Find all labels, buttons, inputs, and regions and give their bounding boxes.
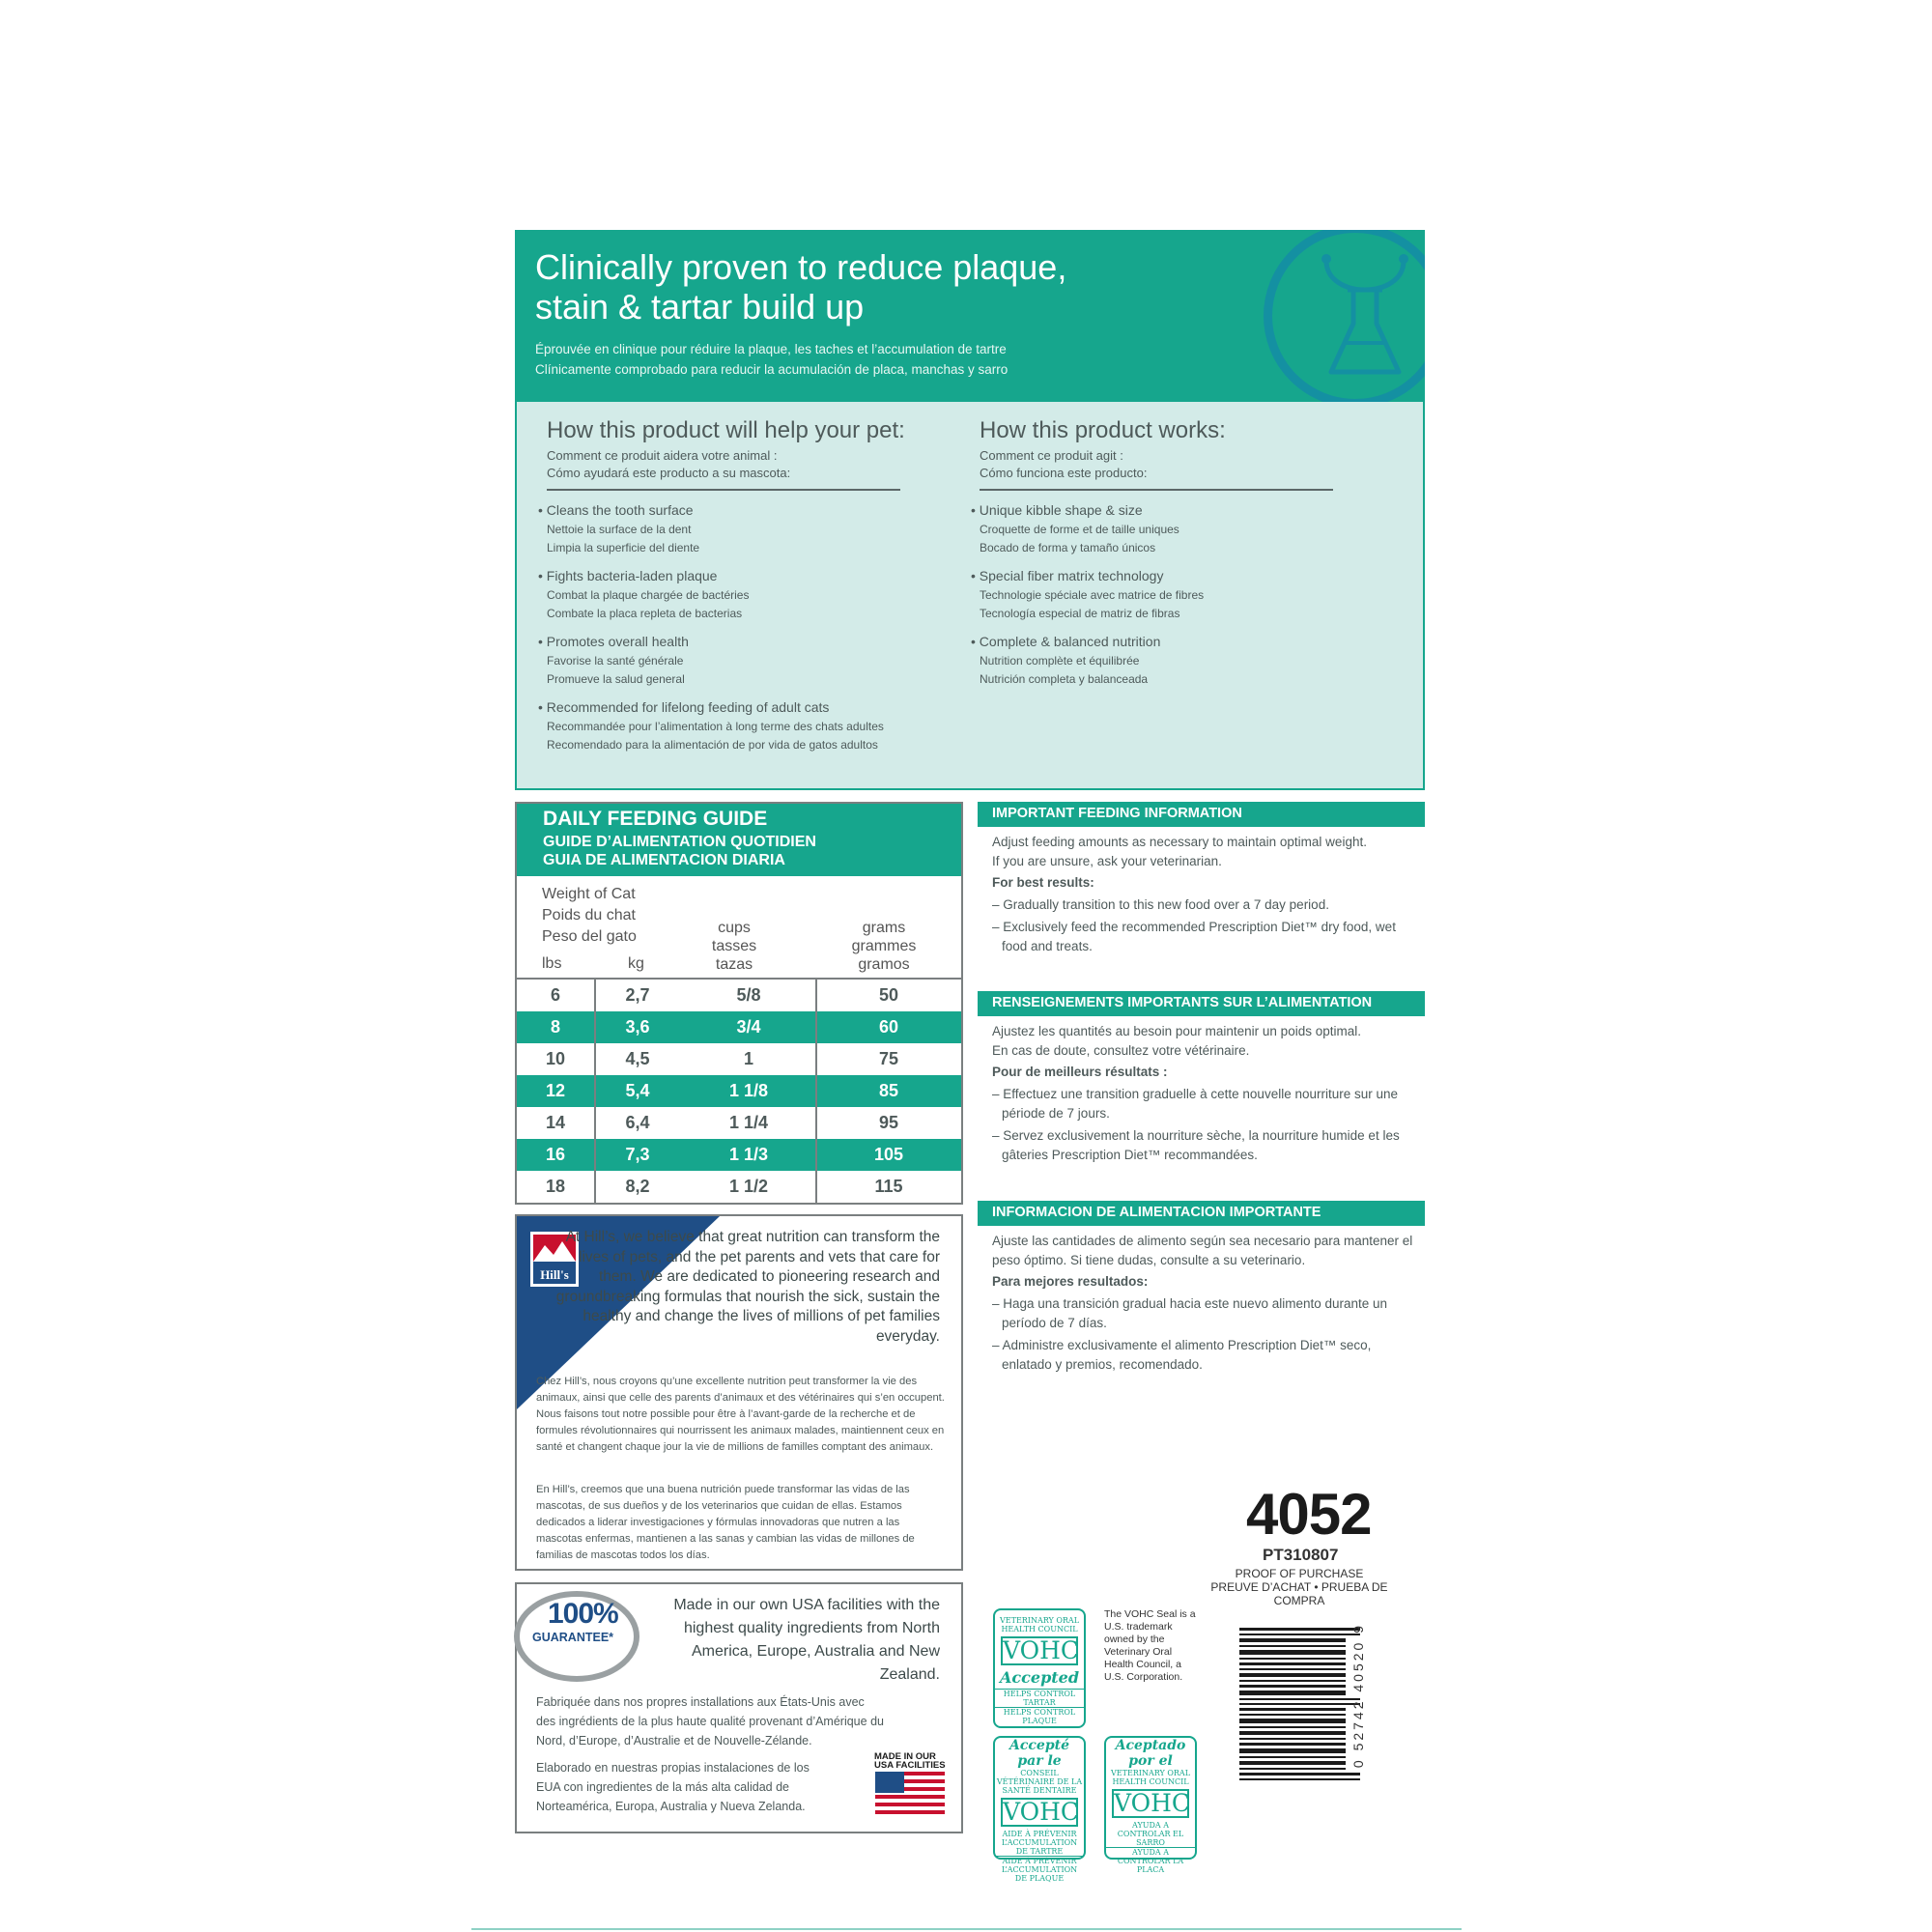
hills-intro-en: At Hill’s, we believe that great nutrition can transform the lives of pets, and the pet parents and vets that care for them. We are dedicated to pioneering research and groundbreaking formulas that nourish the sick, sustain the healthy and change the lives of millions of pet families everyday.	[555, 1229, 940, 1345]
table-row: 14 6,4 1 1/4 95	[545, 1113, 899, 1132]
table-divider	[594, 980, 596, 1203]
help-item-es: Recomendado para la alimentación de por vida de gatos adultos	[547, 738, 878, 752]
works-divider	[980, 489, 1333, 491]
help-divider	[547, 489, 900, 491]
works-item: • Complete & balanced nutrition	[971, 634, 1161, 649]
proof-of-purchase-other: PREUVE D’ACHAT • PRUEBA DE COMPRA	[1210, 1580, 1388, 1607]
help-item: • Cleans the tooth surface	[538, 502, 694, 518]
feeding-info-bar-fr: RENSEIGNEMENTS IMPORTANTS SUR L’ALIMENTATION	[978, 991, 1425, 1016]
table-divider	[815, 980, 817, 1203]
help-item-fr: Favorise la santé générale	[547, 654, 684, 668]
product-number: 4052	[1246, 1482, 1372, 1547]
proof-of-purchase-en: PROOF OF PURCHASE	[1235, 1567, 1364, 1580]
vohc-seal-fr: Accepté par le CONSEIL VÉTÉRINAIRE DE LA SANTÉ DENTAIRE VOHC AIDE À PRÉVENIR L’ACCUMULATION DE TARTRE AIDE À PRÉVENIR L’ACCUMULATION DE PLAQUE	[993, 1736, 1086, 1860]
feeding-info-es: Ajuste las cantidades de alimento según sea necesario para mantener el peso óptimo. Si tiene dudas, consulte a su veterinario. Para mejores resultados: – Haga una transición gradual hacia este nuevo alimento durante un período de 7 días. – Administre exclusivamente el alimento Prescription Diet™ seco, enlatado y premios, recomendado.	[992, 1234, 1413, 1372]
works-item-es: Nutrición completa y balanceada	[980, 672, 1149, 686]
feeding-guide-title-es: GUIA DE ALIMENTACION DIARIA	[543, 852, 785, 868]
works-item: • Unique kibble shape & size	[971, 502, 1143, 518]
feeding-info-fr: Ajustez les quantités au besoin pour maintenir un poids optimal. En cas de doute, consultez votre vétérinaire. Pour de meilleurs résultats : – Effectuez une transition graduelle à cette nouvelle nourriture sur une période de 7 jours. – Servez exclusivement la nourriture sèche, la nourriture humide et les gâteries Prescription Diet™ recommandées.	[992, 1024, 1400, 1162]
help-item: • Fights bacteria-laden plaque	[538, 568, 718, 583]
hills-intro-fr: Chez Hill’s, nous croyons qu’une excellente nutrition peut transformer la vie des animaux, ainsi que celle des parents d’animaux et des vétérinaires qui s’en occupent. Nous faisons tout notre possible pour être à l’avant-garde de la recherche et de formules révolutionnaires qui nourrissent les animaux malades, maintiennent ceux en santé et changent chaque jour la vie de millions de familles comptant des animaux.	[536, 1376, 945, 1453]
barcode	[1239, 1628, 1360, 1782]
barcode-digits: 0 52742 40520 9	[1350, 1623, 1366, 1769]
bottom-divider	[471, 1928, 1462, 1930]
help-item-fr: Combat la plaque chargée de bactéries	[547, 588, 750, 602]
guarantee-es: Elaborado en nuestras propias instalaciones de los EUA con ingredientes de la más alta calidad de Norteamérica, Europa, Australia y Nueva Zelanda.	[536, 1761, 810, 1813]
feeding-guide-title: DAILY FEEDING GUIDE	[543, 808, 768, 830]
help-item-es: Promueve la salud general	[547, 672, 685, 686]
table-row: 12 5,4 1 1/8 85	[517, 1075, 961, 1107]
table-row: 8 3,6 3/4 60	[517, 1011, 961, 1043]
made-in-usa-label: MADE IN OUR USA FACILITIES	[874, 1751, 946, 1771]
help-sub-es: Cómo ayudará este producto a su mascota:	[547, 466, 791, 480]
help-item-es: Combate la placa repleta de bacterias	[547, 607, 743, 620]
feeding-guide-header	[517, 804, 961, 876]
works-item: • Special fiber matrix technology	[971, 568, 1164, 583]
help-item-fr: Nettoie la surface de la dent	[547, 523, 692, 536]
guarantee-word: GUARANTEE*	[532, 1631, 614, 1644]
feeding-info-bar-es: INFORMACION DE ALIMENTACION IMPORTANTE	[978, 1201, 1425, 1226]
lbs-header: lbs	[542, 955, 562, 972]
headline-fr: Éprouvée en clinique pour réduire la plaque, les taches et l’accumulation de tartre	[535, 342, 1007, 356]
help-item: • Recommended for lifelong feeding of adult cats	[538, 699, 830, 715]
help-sub-fr: Comment ce produit aidera votre animal :	[547, 448, 778, 463]
works-title: How this product works:	[980, 417, 1226, 443]
guarantee-box	[515, 1582, 963, 1833]
product-code: PT310807	[1263, 1546, 1339, 1564]
hills-intro-es: En Hill’s, creemos que una buena nutrición puede transformar las vidas de las mascotas, de sus dueños y de los veterinarios que cuidan de ellas. Estamos dedicados a liderar investigaciones y fórmulas innovadoras que nutren a las mascotas enfermas, mantienen a las sanas y cambian las vidas de millones de familias de mascotas todos los días.	[536, 1484, 915, 1561]
table-row: 10 4,5 1 75	[545, 1049, 899, 1068]
grams-header: grams grammes gramos	[851, 920, 917, 973]
headline-banner	[515, 230, 1425, 402]
weight-header: Weight of Cat Poids du chat Peso del gato	[542, 886, 637, 945]
table-row: 6 2,7 5/8 50	[550, 985, 899, 1005]
works-sub-fr: Comment ce produit agit :	[980, 448, 1123, 463]
guarantee-en: Made in our own USA facilities with the highest quality ingredients from North America, Europe, Australia and New Zealand.	[673, 1597, 940, 1683]
usa-flag-icon	[875, 1772, 945, 1814]
guarantee-percent: 100%	[548, 1598, 618, 1630]
works-item-fr: Nutrition complète et équilibrée	[980, 654, 1140, 668]
works-item-fr: Croquette de forme et de taille uniques	[980, 523, 1179, 536]
table-row: 16 7,3 1 1/3 105	[517, 1139, 961, 1171]
help-item: • Promotes overall health	[538, 634, 689, 649]
works-item-fr: Technologie spéciale avec matrice de fibres	[980, 588, 1205, 602]
guarantee-fr: Fabriquée dans nos propres installations aux États-Unis avec des ingrédients de la plus haute qualité provenant d’Amérique du Nord, d’Europe, d’Australie et de Nouvelle-Zélande.	[536, 1695, 884, 1747]
help-item-fr: Recommandée pour l’alimentation à long terme des chats adultes	[547, 720, 884, 733]
headline: Clinically proven to reduce plaque, stain & tartar build up	[535, 247, 1067, 327]
feeding-info-en: Adjust feeding amounts as necessary to maintain optimal weight. If you are unsure, ask your veterinarian. For best results: – Gradually transition to this new food over a 7 day period. – Exclusively feed the recommended Prescription Diet™ dry food, wet food and treats.	[992, 835, 1396, 953]
cups-header: cups tasses tazas	[711, 920, 757, 973]
vohc-seal-en: VETERINARY ORAL HEALTH COUNCIL VOHC Accepted HELPS CONTROL TARTAR HELPS CONTROL PLAQUE	[993, 1608, 1086, 1728]
kg-header: kg	[628, 955, 644, 972]
works-item-es: Tecnología especial de matriz de fibras	[980, 607, 1180, 620]
flask-stethoscope-icon	[1307, 251, 1423, 386]
vohc-seal-es: Aceptado por el VETERINARY ORAL HEALTH COUNCIL VOHC AYUDA A CONTROLAR EL SARRO AYUDA A CONTROLAR LA PLACA	[1104, 1736, 1197, 1860]
help-item-es: Limpia la superficie del diente	[547, 541, 700, 554]
feeding-guide-title-fr: GUIDE D’ALIMENTATION QUOTIDIEN	[543, 834, 816, 850]
benefits-panel	[515, 402, 1425, 790]
headline-es: Clínicamente comprobado para reducir la acumulación de placa, manchas y sarro	[535, 362, 1009, 377]
feeding-info-bar-en: IMPORTANT FEEDING INFORMATION	[978, 802, 1425, 827]
table-row: 18 8,2 1 1/2 115	[545, 1177, 903, 1196]
hills-mission-box	[515, 1214, 963, 1571]
feeding-guide-table	[515, 802, 963, 1205]
help-title: How this product will help your pet:	[547, 417, 905, 443]
hills-logo-text: Hill's	[540, 1267, 569, 1282]
works-sub-es: Cómo funciona este producto:	[980, 466, 1148, 480]
vohc-trademark-note: The VOHC Seal is a U.S. trademark owned by the Veterinary Oral Health Council, a U.S. Corporation.	[1104, 1608, 1196, 1683]
works-item-es: Bocado de forma y tamaño únicos	[980, 541, 1156, 554]
